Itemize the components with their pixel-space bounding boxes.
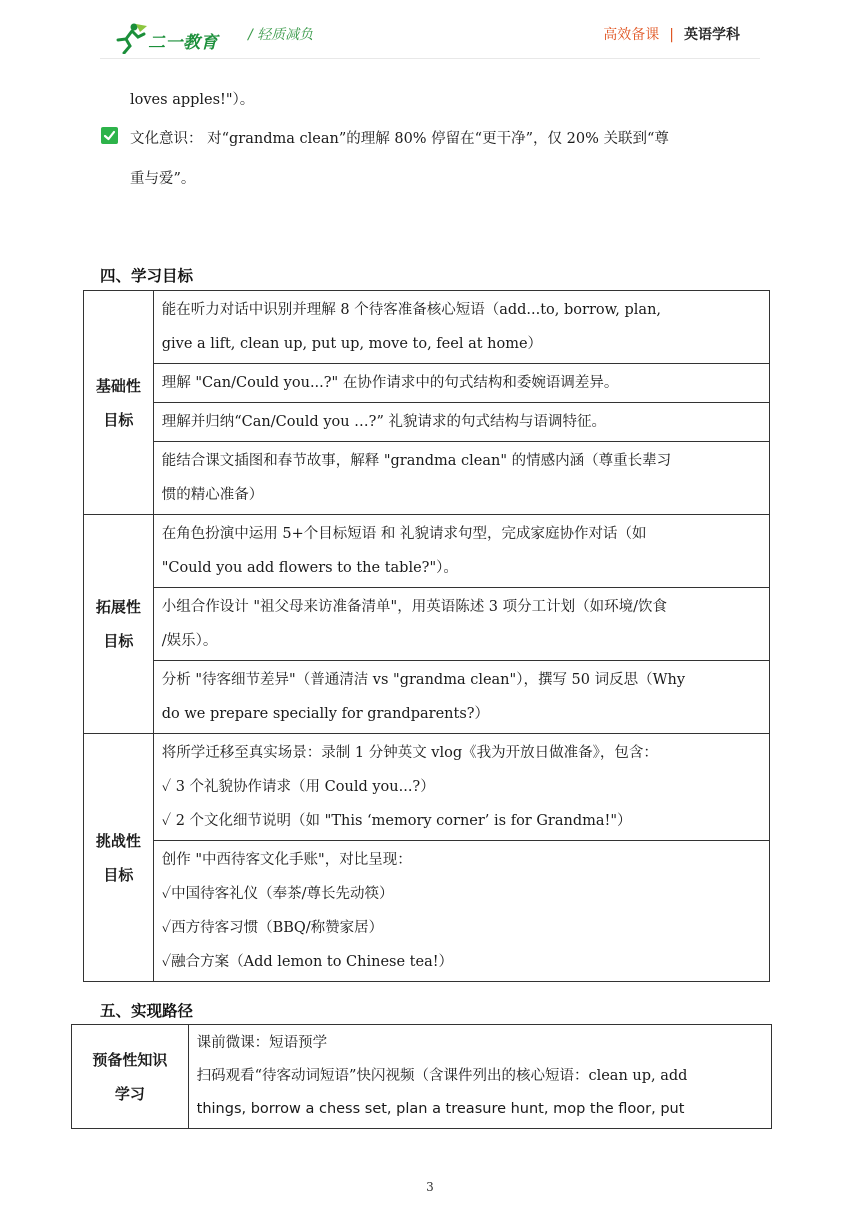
page-header [0, 0, 860, 70]
goal-cell: 小组合作设计 "祖父母来访准备清单"，用英语陈述 3 项分工计划（如环境/饮食 /娱乐）。 [153, 588, 769, 661]
runner-logo-icon [114, 22, 148, 54]
goal-cell: 分析 "待客细节差异"（普通清洁 vs "grandma clean"），撰写 50 词反思（Why do we prepare specially for grandparents?） [153, 661, 769, 734]
table-row [84, 291, 770, 364]
section-title-implementation-path: 五、实现路径 [100, 1002, 194, 1020]
slogan: / 轻质减负 [248, 27, 314, 43]
table-row [72, 1025, 772, 1129]
goal-category-extended: 拓展性 目标 [84, 515, 154, 734]
table-row [84, 841, 770, 982]
goal-category-basic: 基础性 目标 [84, 291, 154, 515]
header-subject [603, 24, 740, 44]
goal-cell: 创作 "中西待客文化手账"，对比呈现： ✓中国待客礼仪（奉茶/尊长先动筷） ✓西方待客习惯（BBQ/称赞家居） ✓融合方案（Add lemon to Chinese tea!） [153, 841, 769, 982]
section-title-learning-goals: 四、学习目标 [100, 267, 194, 285]
intro-continued-line: loves apples!"）。 [130, 92, 255, 108]
goal-cell: 理解 "Can/Could you...?" 在协作请求中的句式结构和委婉语调差异。 [153, 364, 769, 403]
implementation-table [71, 1024, 772, 1129]
table-row [84, 588, 770, 661]
header-label-subject: 英语学科 [684, 27, 740, 43]
logo-text: 二一教育 [148, 33, 218, 53]
check-icon [101, 127, 118, 144]
goal-cell: 能结合课文插图和春节故事，解释 "grandma clean" 的情感内涵（尊重长辈习 惯的精心准备） [153, 442, 769, 515]
header-divider [100, 58, 760, 59]
table-row [84, 515, 770, 588]
table-row [84, 364, 770, 403]
path-category-prior-knowledge: 预备性知识 学习 [72, 1025, 189, 1129]
header-separator: | [669, 27, 674, 43]
table-row [84, 734, 770, 841]
goal-cell: 在角色扮演中运用 5+个目标短语 和 礼貌请求句型，完成家庭协作对话（如 "Could you add flowers to the table?"）。 [153, 515, 769, 588]
learning-goals-table [83, 290, 770, 982]
table-row [84, 661, 770, 734]
header-label-efficient: 高效备课 [603, 27, 660, 43]
path-cell: 课前微课：短语预学 扫码观看“待客动词短语”快闪视频（含课件列出的核心短语：clean up, add things, borrow a chess set, plan a treasure hunt, mop the floor, put [188, 1025, 771, 1129]
page-number: 3 [426, 1180, 434, 1194]
goal-category-challenge: 挑战性 目标 [84, 734, 154, 982]
logo [114, 22, 224, 54]
culture-awareness-line2: 重与爱”。 [130, 171, 196, 187]
goal-cell: 理解并归纳“Can/Could you …?” 礼貌请求的句式结构与语调特征。 [153, 403, 769, 442]
table-row [84, 442, 770, 515]
culture-awareness-line1: 文化意识： 对“grandma clean”的理解 80% 停留在“更干净”，仅 20% 关联到“尊 [130, 131, 669, 147]
goal-cell: 能在听力对话中识别并理解 8 个待客准备核心短语（add...to, borrow, plan, give a lift, clean up, put up, move to, feel at home） [153, 291, 769, 364]
table-row [84, 403, 770, 442]
goal-cell: 将所学迁移至真实场景：录制 1 分钟英文 vlog《我为开放日做准备》，包含： ✓ 3 个礼貌协作请求（用 Could you...?） ✓ 2 个文化细节说明（如 "This ‘memory corner’ is for Grandma!"） [153, 734, 769, 841]
